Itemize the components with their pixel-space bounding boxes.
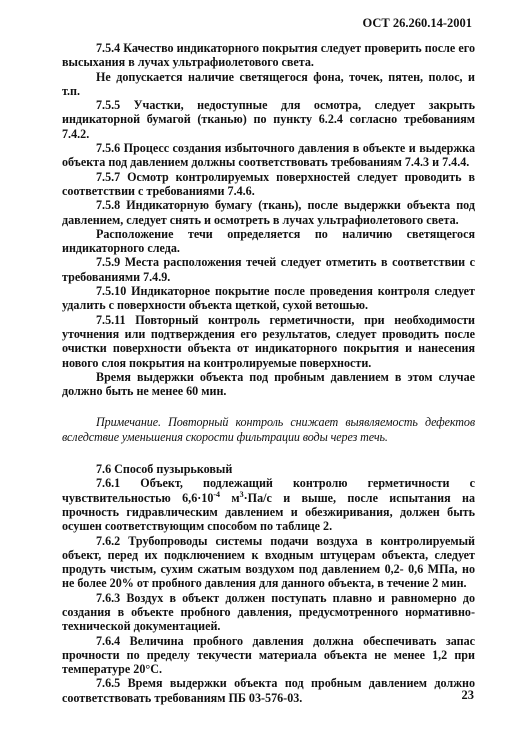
paragraph-leak-location: Расположение течи определяется по наличию светящегося индикаторного следа. — [62, 226, 475, 256]
note-paragraph: Примечание. Повторный контроль снижает выявляемость дефектов вследствие уменьшения скорости фильтрации воды через течь. — [62, 415, 475, 444]
paragraph-7-5-8: 7.5.8 Индикаторную бумагу (ткань), после выдержки объекта под давлением, следует снять и осмотреть в лучах ультрафиолетового света. — [62, 198, 475, 227]
paragraph-7-6-5: 7.6.5 Время выдержки объекта под пробным давлением должно соответствовать требованиям ПБ 03-576-03. — [62, 676, 475, 705]
paragraph-7-6-1 — [62, 476, 475, 533]
paragraph-7-5-11: 7.5.11 Повторный контроль герметичности, при необходимости уточнения или подтверждения его результатов, следует проводить после очистки поверхности объекта от индикаторного покрытия и нанесения нового слоя покрытия на контролируемые поверхности. — [62, 312, 475, 370]
paragraph-7-6-1-end: ·Па/с и выше, после испытания на прочность гидравлическим давлением и обезжиривания, должен быть осушен соответствующим способом по таблице 2. — [62, 490, 475, 534]
paragraph-7-5-9: 7.5.9 Места расположения течей следует отметить в соответствии с требованиями 7.4.9. — [62, 255, 475, 284]
paragraph-7-5-6: 7.5.6 Процесс создания избыточного давления в объекте и выдержка объекта под давлением должны соответствовать требованиям 7.4.3 и 7.4.4. — [62, 141, 475, 170]
paragraph-7-6-3: 7.6.3 Воздух в объект должен поступать плавно и равномерно до создания в объекте пробного давления, предусмотренного нормативно-технической документацией. — [62, 590, 475, 634]
exponent-minus-four: -4 — [213, 489, 221, 499]
unit-cubic-meter: м — [220, 490, 240, 505]
section-title-7-6: 7.6 Способ пузырьковый — [96, 462, 233, 477]
page-number: 23 — [461, 688, 474, 702]
paragraph-7-5-7: 7.5.7 Осмотр контролируемых поверхностей следует проводить в соответствии с требованиями 7.4.6. — [62, 169, 475, 198]
paragraph-hold-time: Время выдержки объекта под пробным давлением в этом случае должно быть не менее 60 мин. — [62, 369, 475, 399]
paragraph-7-6-1-start: 7.6.1 Объект, подлежащий контролю герметичности с чувствительностью 6,6·10 — [62, 476, 475, 505]
paragraph-7-5-5: 7.5.5 Участки, недоступные для осмотра, следует закрыть индикаторной бумагой (тканью) по пункту 6.2.4 согласно требованиям 7.4.2. — [62, 98, 475, 141]
document-code-header: ОСТ 26.260.14-2001 — [362, 16, 472, 30]
paragraph-7-6-2: 7.6.2 Трубопроводы системы подачи воздуха в контролируемый объект, перед их подключением к входным штуцерам объекта, следует продуть чистым, сухим сжатым воздухом под давлением 0,2- 0,6 МПа, но не более 20% от пробного давления для данного объекта, в течение 2 мин. — [62, 533, 475, 591]
paragraph-no-glow: Не допускается наличие светящегося фона, точек, пятен, полос, и т.п. — [62, 69, 475, 98]
paragraph-7-5-4: 7.5.4 Качество индикаторного покрытия следует проверить после его высыхания в лучах ультрафиолетового света. — [62, 41, 475, 70]
paragraph-7-6-4: 7.6.4 Величина пробного давления должна обеспечивать запас прочности по пределу текучести материала объекта не менее 1,2 при температуре 20°С. — [62, 633, 475, 677]
paragraph-7-5-10: 7.5.10 Индикаторное покрытие после проведения контроля следует удалить с поверхности объекта щеткой, сухой ветошью. — [62, 284, 475, 313]
page-body — [62, 41, 475, 705]
exponent-three: 3 — [239, 489, 244, 499]
